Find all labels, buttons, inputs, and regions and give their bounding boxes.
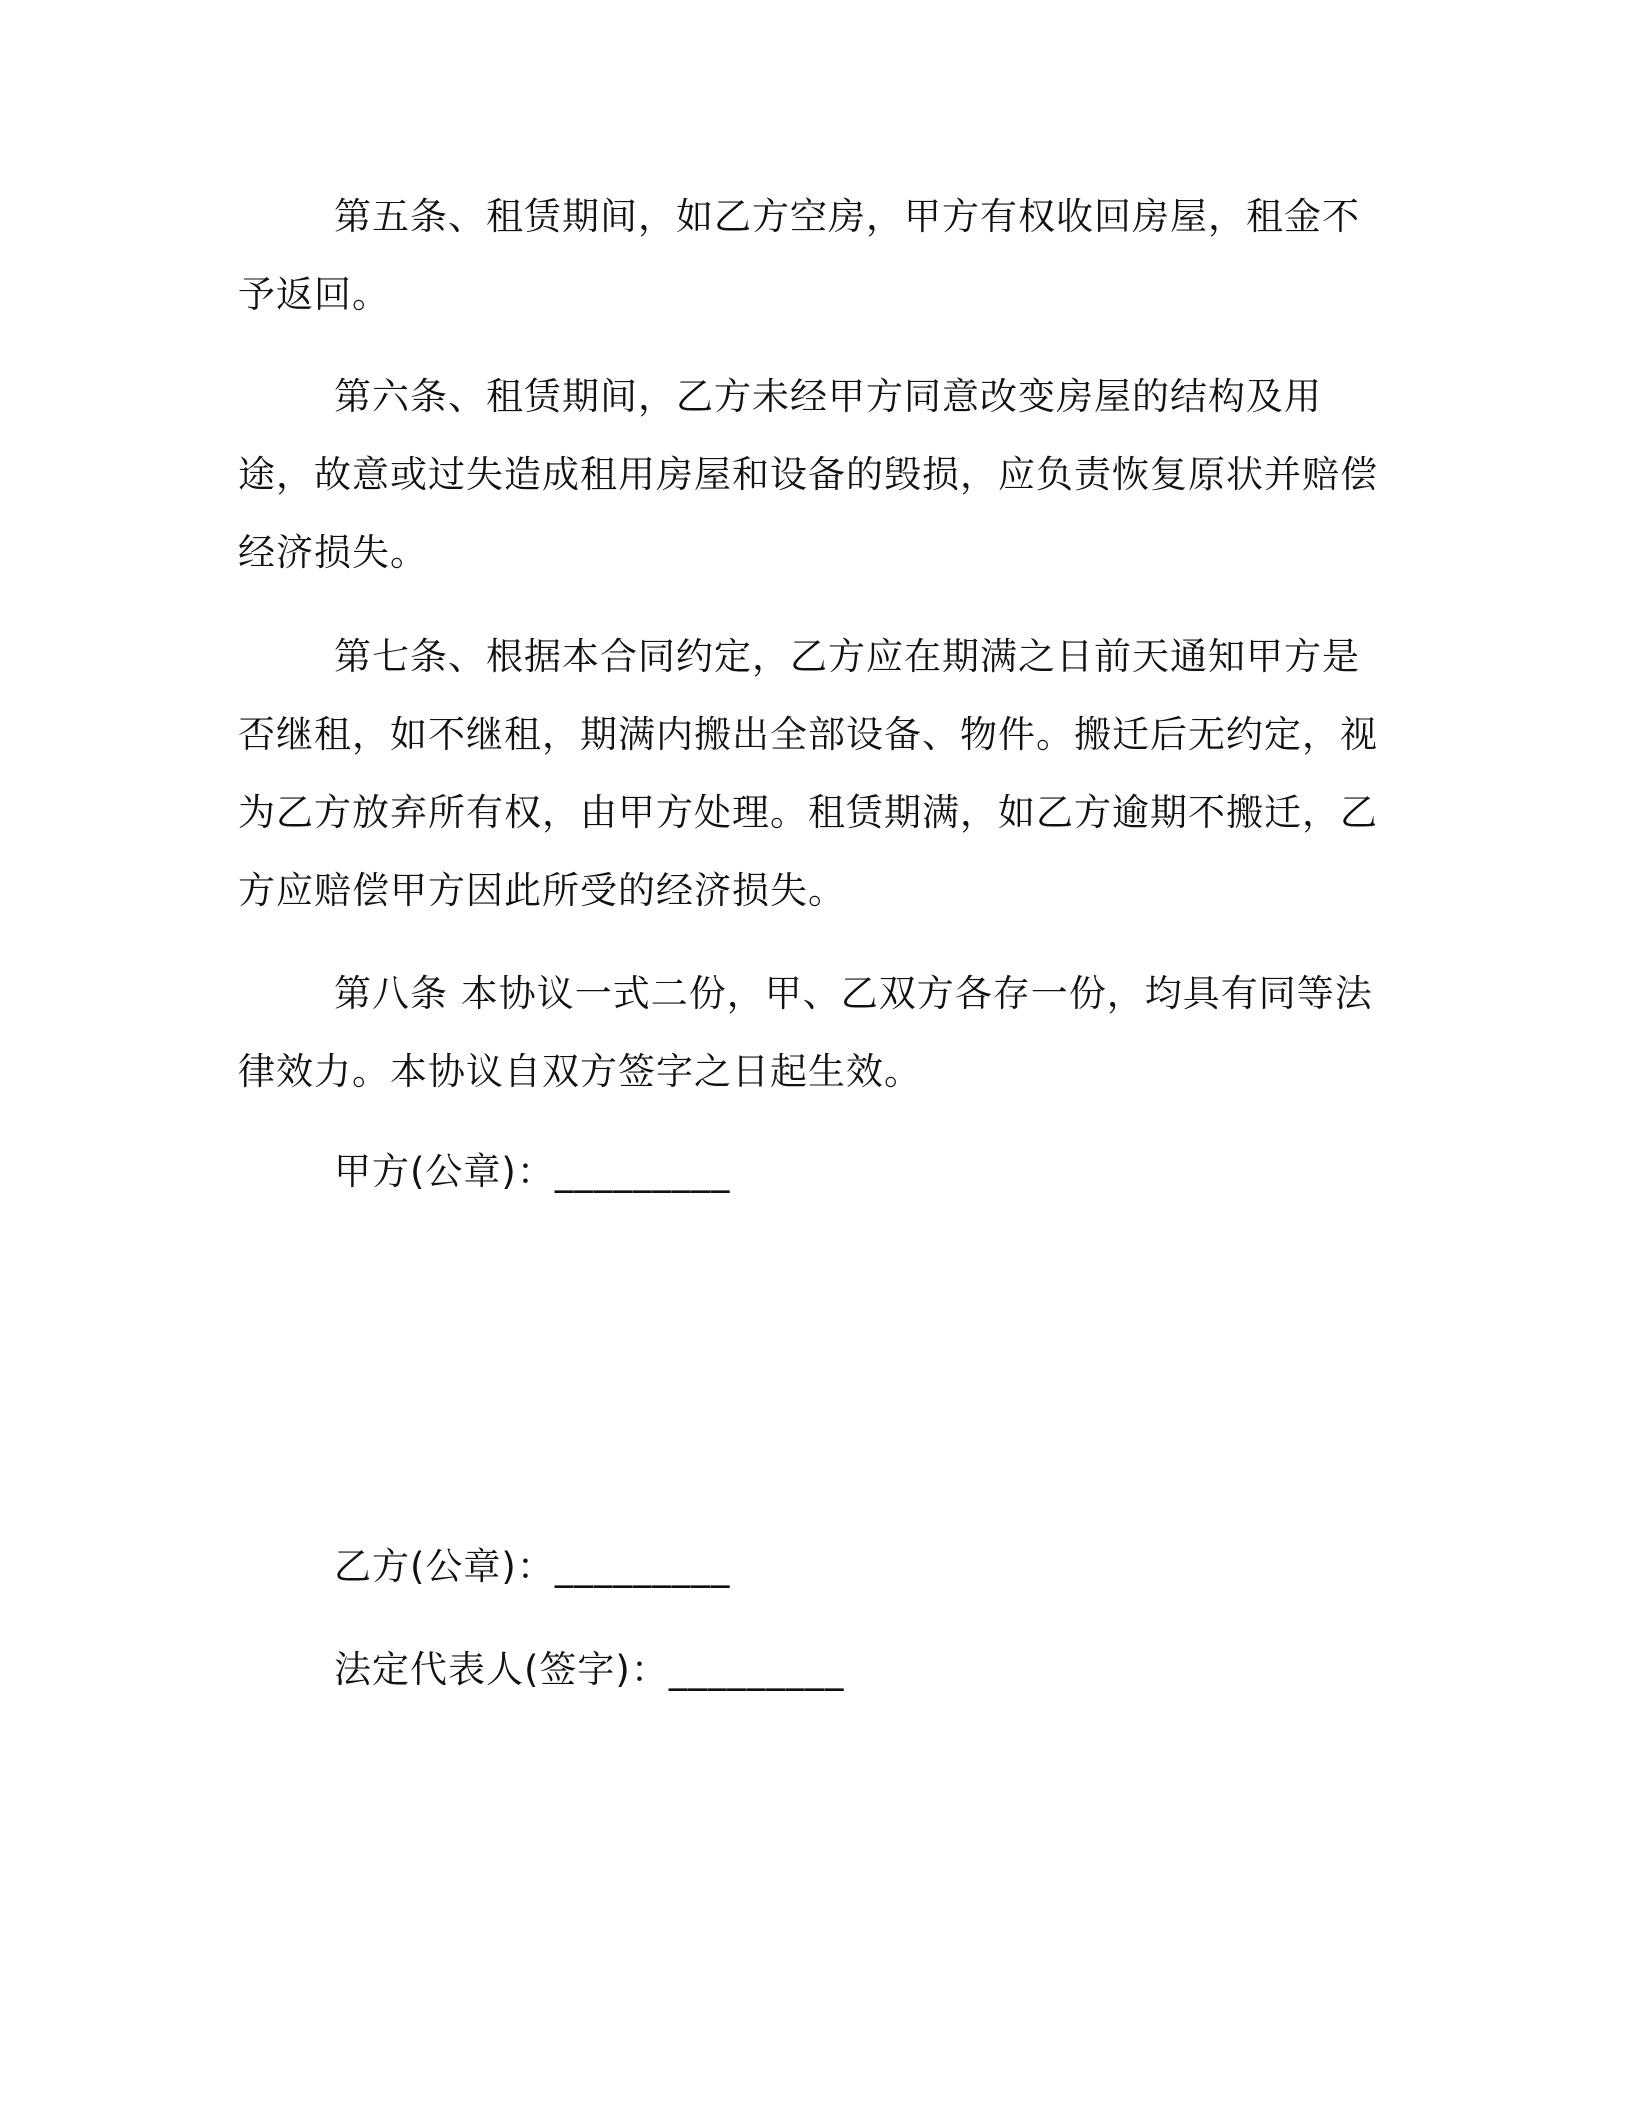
party-b-seal-line: 乙方(公章)：_________ xyxy=(334,1545,731,1588)
article-6-paragraph: 第六条、租赁期间，乙方未经甲方同意改变房屋的结构及用途，故意或过失造成租用房屋和设备的毁损，应负责恢复原状并赔偿经济损失。 xyxy=(238,375,1378,574)
article-5-paragraph: 第五条、租赁期间，如乙方空房，甲方有权收回房屋，租金不予返回。 xyxy=(238,195,1360,316)
article-7-paragraph: 第七条、根据本合同约定，乙方应在期满之日前天通知甲方是否继租，如不继租，期满内搬出全部设备、物件。搬迁后无约定，视为乙方放弃所有权，由甲方处理。租赁期满，如乙方逾期不搬迁，乙方应赔偿甲方因此所受的经济损失。 xyxy=(238,635,1378,912)
legal-representative-signature-line: 法定代表人(签字)：_________ xyxy=(334,1648,845,1691)
article-8-paragraph: 第八条 本协议一式二份，甲、乙双方各存一份，均具有同等法律效力。本协议自双方签字之日起生效。 xyxy=(238,972,1373,1093)
party-a-seal-line: 甲方(公章)：_________ xyxy=(334,1150,731,1193)
